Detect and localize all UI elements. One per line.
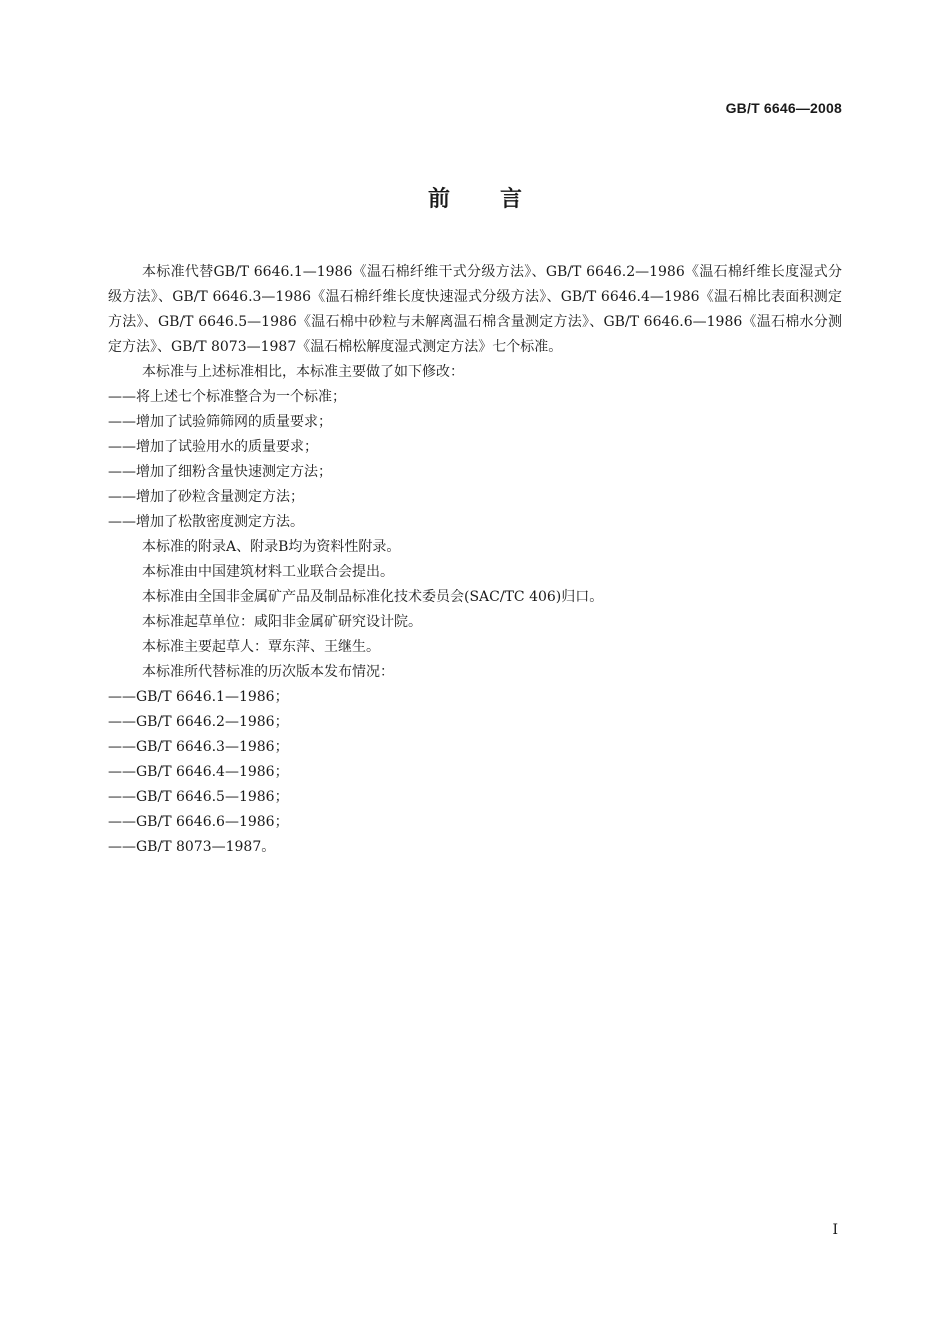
statement-history-intro: 本标准所代替标准的历次版本发布情况： <box>142 664 394 680</box>
list-item: ——GB/T 8073—1987。 <box>108 839 276 855</box>
list-item: ——GB/T 6646.5—1986； <box>108 789 289 805</box>
statement-appendix: 本标准的附录A、附录B均为资料性附录。 <box>142 539 401 555</box>
changes-list <box>108 385 842 535</box>
intro-paragraph: 本标准代替GB/T 6646.1—1986《温石棉纤维干式分级方法》、GB/T 6646.2—1986《温石棉纤维长度湿式分级方法》、GB/T 6646.3—1986《温石棉纤维长度快速湿式分级方法》、GB/T 6646.4—1986《温石棉比表面积测定方法》、GB/T 6646.5—1986《温石棉中砂粒与未解离温石棉含量测定方法》、GB/T 6646.6—1986《温石棉水分测定方法》、GB/T 8073—1987《温石棉松解度湿式测定方法》七个标准。 <box>108 264 842 355</box>
list-item: ——增加了细粉含量快速测定方法； <box>108 464 332 480</box>
standard-code: GB/T 6646—2008 <box>725 100 842 116</box>
history-list <box>108 685 842 860</box>
list-item: ——增加了松散密度测定方法。 <box>108 514 304 530</box>
list-item: ——GB/T 6646.3—1986； <box>108 739 289 755</box>
changes-intro: 本标准与上述标准相比，本标准主要做了如下修改： <box>142 364 464 380</box>
statement-committee: 本标准由全国非金属矿产品及制品标准化技术委员会(SAC/TC 406)归口。 <box>142 589 604 605</box>
statement-proposer: 本标准由中国建筑材料工业联合会提出。 <box>142 564 394 580</box>
page-number: I <box>832 1222 838 1238</box>
list-item: ——GB/T 6646.6—1986； <box>108 814 289 830</box>
list-item: ——GB/T 6646.4—1986； <box>108 764 289 780</box>
list-item: ——增加了试验筛筛网的质量要求； <box>108 414 332 430</box>
list-item: ——增加了砂粒含量测定方法； <box>108 489 304 505</box>
list-item: ——GB/T 6646.2—1986； <box>108 714 289 730</box>
list-item: ——GB/T 6646.1—1986； <box>108 689 289 705</box>
page-title: 前言 <box>427 187 572 212</box>
list-item: ——将上述七个标准整合为一个标准； <box>108 389 346 405</box>
statement-drafters: 本标准主要起草人：覃东萍、王继生。 <box>142 639 380 655</box>
list-item: ——增加了试验用水的质量要求； <box>108 439 318 455</box>
statement-drafting-unit: 本标准起草单位：咸阳非金属矿研究设计院。 <box>142 614 422 630</box>
document-body <box>108 260 842 860</box>
